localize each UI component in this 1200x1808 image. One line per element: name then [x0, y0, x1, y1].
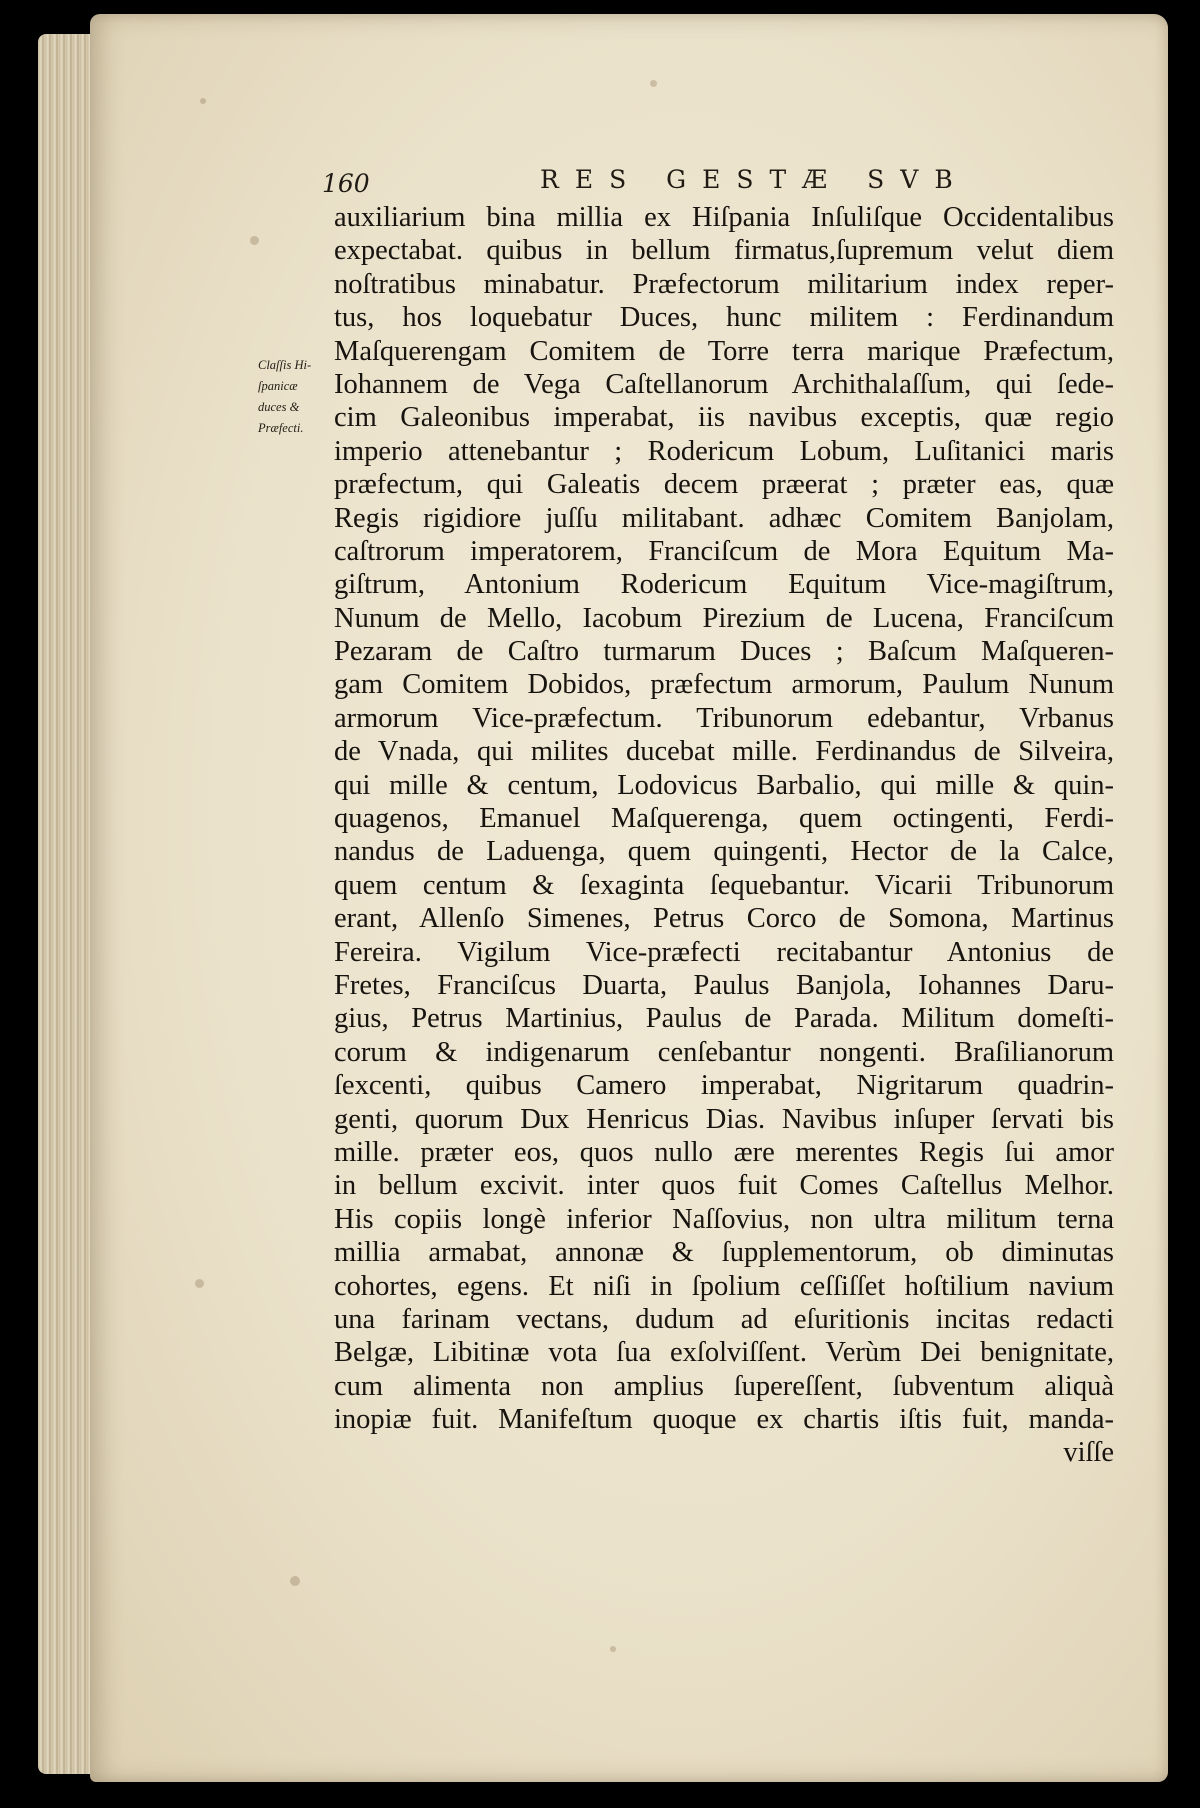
- text-line: His copiis longè inferior Naſſovius, non ultra militum terna: [334, 1203, 1114, 1235]
- text-line: nandus de Laduenga, quem quingenti, Hector de la Calce,: [334, 836, 1114, 868]
- text-line: Fretes, Franciſcus Duarta, Paulus Banjola, Iohannes Daru-: [334, 969, 1114, 1001]
- running-head: RES GESTÆ SVB: [540, 165, 969, 194]
- paper-spot: [290, 1576, 300, 1586]
- paper-spot: [195, 1279, 204, 1288]
- margin-note-line: Præfecti.: [258, 421, 304, 435]
- text-line: Pezaram de Caſtro turmarum Duces ; Baſcum Maſqueren-: [334, 636, 1114, 668]
- text-line: qui mille & centum, Lodovicus Barbalio, qui mille & quin-: [334, 769, 1114, 801]
- text-line: corum & indigenarum cenſebantur nongenti. Braſilianorum: [334, 1036, 1114, 1068]
- text-line: armorum Vice-præfectum. Tribunorum edebantur, Vrbanus: [334, 702, 1114, 734]
- text-line: de Vnada, qui milites ducebat mille. Ferdinandus de Silveira,: [334, 736, 1114, 768]
- text-line: in bellum excivit. inter quos fuit Comes Caſtellus Melhor.: [334, 1170, 1114, 1202]
- text-line: noſtratibus minabatur. Præfectorum militarium index reper-: [334, 268, 1114, 300]
- text-line: cim Galeonibus imperabat, iis navibus exceptis, quæ regio: [334, 402, 1114, 434]
- text-line: Nunum de Mello, Iacobum Pirezium de Lucena, Franciſcum: [334, 602, 1114, 634]
- text-line: erant, Allenſo Simenes, Petrus Corco de Somona, Martinus: [334, 903, 1114, 935]
- margin-note-line: duces &: [258, 400, 300, 414]
- text-line: quem centum & ſexaginta ſequebantur. Vicarii Tribunorum: [334, 869, 1114, 901]
- page-header: [322, 165, 1142, 205]
- text-line: tus, hos loquebatur Duces, hunc militem : Ferdinandum: [334, 302, 1114, 334]
- text-line: genti, quorum Dux Henricus Dias. Navibus inſuper ſervati bis: [334, 1103, 1114, 1135]
- paper-spot: [250, 236, 259, 245]
- page-number: 160: [322, 169, 370, 198]
- text-line: Regis rigidiore juſſu militabant. adhæc Comitem Banjolam,: [334, 502, 1114, 534]
- text-line: giſtrum, Antonium Rodericum Equitum Vice-magiſtrum,: [334, 569, 1114, 601]
- catchword: viſſe: [1063, 1437, 1114, 1469]
- paper-spot: [650, 80, 657, 87]
- text-line: Belgæ, Libitinæ vota ſua exſolviſſent. Verùm Dei benignitate,: [334, 1337, 1114, 1369]
- text-line: millia armabat, annonæ & ſupplementorum, ob diminutas: [334, 1237, 1114, 1269]
- text-line: quagenos, Emanuel Maſquerenga, quem octingenti, Ferdi-: [334, 803, 1114, 835]
- text-line: Iohannem de Vega Caſtellanorum Archithalaſſum, qui ſede-: [334, 368, 1114, 400]
- paper-spot: [200, 98, 206, 104]
- text-line: cum alimenta non amplius ſupereſſent, ſubventum aliquà: [334, 1370, 1114, 1402]
- text-line: gam Comitem Dobidos, præfectum armorum, Paulum Nunum: [334, 669, 1114, 701]
- text-line: Fereira. Vigilum Vice-præfecti recitabantur Antonius de: [334, 936, 1114, 968]
- text-line: mille. præter eos, quos nullo ære merentes Regis ſui amor: [334, 1136, 1114, 1168]
- text-line: imperio attenebantur ; Rodericum Lobum, Luſitanici maris: [334, 435, 1114, 467]
- text-line: præfectum, qui Galeatis decem præerat ; præter eas, quæ: [334, 469, 1114, 501]
- text-line: inopiæ fuit. Manifeſtum quoque ex chartis iſtis fuit, manda-: [334, 1404, 1114, 1436]
- text-line: Maſquerengam Comitem de Torre terra marique Præfectum,: [334, 335, 1114, 367]
- text-line: caſtrorum imperatorem, Franciſcum de Mora Equitum Ma-: [334, 535, 1114, 567]
- text-line: cohortes, egens. Et niſi in ſpolium ceſſiſſet hoſtilium navium: [334, 1270, 1114, 1302]
- paper-spot: [610, 1646, 616, 1652]
- margin-note-line: ſpanicæ: [258, 379, 298, 393]
- margin-note: [258, 355, 336, 439]
- text-line: expectabat. quibus in bellum firmatus,ſupremum velut diem: [334, 235, 1114, 267]
- text-line: gius, Petrus Martinius, Paulus de Parada. Militum domeſti-: [334, 1003, 1114, 1035]
- text-line: ſexcenti, quibus Camero imperabat, Nigritarum quadrin-: [334, 1070, 1114, 1102]
- margin-note-line: Claſſis Hi-: [258, 358, 312, 372]
- body-text: [334, 201, 1114, 1470]
- text-line: una farinam vectans, dudum ad eſuritionis incitas redacti: [334, 1303, 1114, 1335]
- text-line: auxiliarium bina millia ex Hiſpania Inſuliſque Occidentalibus: [334, 202, 1114, 233]
